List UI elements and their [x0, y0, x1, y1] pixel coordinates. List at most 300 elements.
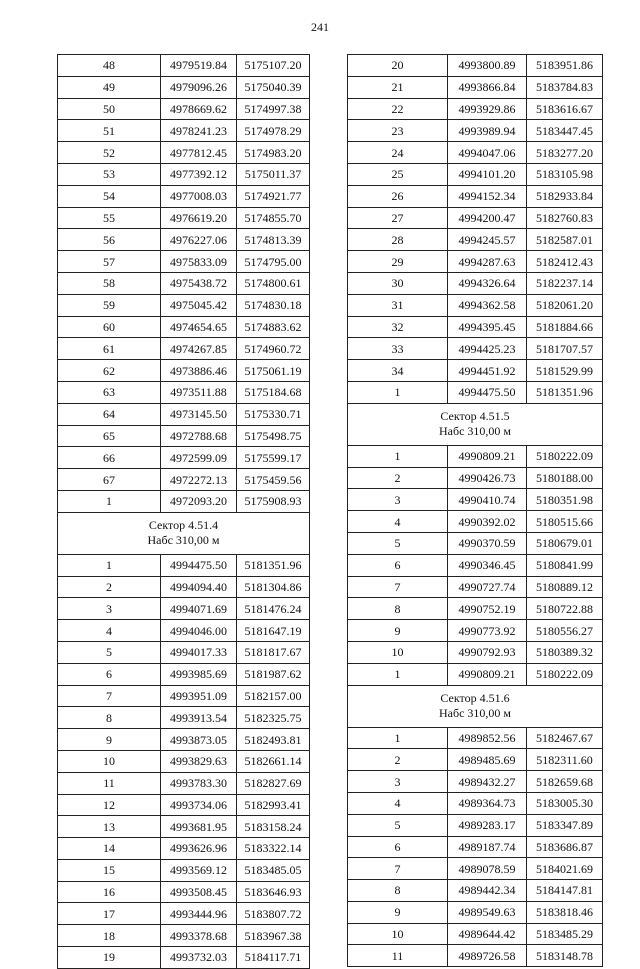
table-row — [58, 925, 310, 947]
y-coordinate-cell: 5181647.19 — [237, 620, 310, 642]
point-number-cell: 28 — [348, 229, 448, 251]
y-coordinate-cell: 5175599.17 — [237, 447, 310, 469]
y-coordinate-cell: 5184147.81 — [527, 880, 603, 902]
y-coordinate-cell: 5180556.27 — [527, 620, 603, 642]
table-row — [58, 55, 310, 77]
x-coordinate-cell: 4974654.65 — [161, 316, 237, 338]
table-row — [348, 727, 603, 749]
y-coordinate-cell: 5180679.01 — [527, 532, 603, 554]
point-number-cell: 1 — [58, 554, 161, 576]
table-row — [58, 641, 310, 663]
point-number-cell: 25 — [348, 163, 448, 185]
y-coordinate-cell: 5182325.75 — [237, 707, 310, 729]
point-number-cell: 10 — [58, 750, 161, 772]
table-row — [58, 469, 310, 491]
sector-header — [58, 512, 310, 554]
x-coordinate-cell: 4989726.58 — [448, 945, 527, 967]
y-coordinate-cell: 5182760.83 — [527, 207, 603, 229]
y-coordinate-cell: 5181817.67 — [237, 641, 310, 663]
y-coordinate-cell: 5183158.24 — [237, 816, 310, 838]
x-coordinate-cell: 4990370.59 — [448, 532, 527, 554]
point-number-cell: 66 — [58, 447, 161, 469]
point-number-cell: 52 — [58, 142, 161, 164]
table-row — [348, 185, 603, 207]
point-number-cell: 63 — [58, 381, 161, 403]
x-coordinate-cell: 4978241.23 — [161, 120, 237, 142]
point-number-cell: 9 — [58, 729, 161, 751]
point-number-cell: 26 — [348, 185, 448, 207]
point-number-cell: 64 — [58, 403, 161, 425]
table-row — [58, 381, 310, 403]
point-number-cell: 33 — [348, 338, 448, 360]
y-coordinate-cell: 5175107.20 — [237, 55, 310, 77]
point-number-cell: 27 — [348, 207, 448, 229]
x-coordinate-cell: 4994395.45 — [448, 316, 527, 338]
x-coordinate-cell: 4994094.40 — [161, 576, 237, 598]
table-row — [58, 903, 310, 925]
point-number-cell: 49 — [58, 76, 161, 98]
y-coordinate-cell: 5183485.29 — [527, 923, 603, 945]
x-coordinate-cell: 4990773.92 — [448, 620, 527, 642]
y-coordinate-cell: 5182993.41 — [237, 794, 310, 816]
table-row — [348, 532, 603, 554]
y-coordinate-cell: 5183447.45 — [527, 120, 603, 142]
table-row — [348, 445, 603, 467]
x-coordinate-cell: 4976619.20 — [161, 207, 237, 229]
x-coordinate-cell: 4994451.92 — [448, 360, 527, 382]
sector-header-row — [348, 685, 603, 727]
table-row — [58, 620, 310, 642]
table-row — [348, 576, 603, 598]
point-number-cell: 2 — [348, 749, 448, 771]
y-coordinate-cell: 5180841.99 — [527, 554, 603, 576]
y-coordinate-cell: 5184117.71 — [237, 947, 310, 969]
y-coordinate-cell: 5174978.29 — [237, 120, 310, 142]
x-coordinate-cell: 4989442.34 — [448, 880, 527, 902]
table-row — [58, 859, 310, 881]
left-coordinate-table — [57, 54, 310, 969]
table-row — [58, 598, 310, 620]
y-coordinate-cell: 5182311.60 — [527, 749, 603, 771]
x-coordinate-cell: 4994362.58 — [448, 294, 527, 316]
y-coordinate-cell: 5183807.72 — [237, 903, 310, 925]
point-number-cell: 60 — [58, 316, 161, 338]
x-coordinate-cell: 4989187.74 — [448, 836, 527, 858]
y-coordinate-cell: 5183347.89 — [527, 814, 603, 836]
table-row — [58, 490, 310, 512]
point-number-cell: 22 — [348, 98, 448, 120]
point-number-cell: 29 — [348, 251, 448, 273]
y-coordinate-cell: 5183686.87 — [527, 836, 603, 858]
table-row — [348, 749, 603, 771]
y-coordinate-cell: 5180889.12 — [527, 576, 603, 598]
point-number-cell: 3 — [348, 489, 448, 511]
table-row — [348, 467, 603, 489]
point-number-cell: 4 — [58, 620, 161, 642]
x-coordinate-cell: 4989852.56 — [448, 727, 527, 749]
page-number: 241 — [311, 20, 329, 34]
point-number-cell: 62 — [58, 360, 161, 382]
point-number-cell: 24 — [348, 142, 448, 164]
point-number-cell: 17 — [58, 903, 161, 925]
point-number-cell: 23 — [348, 120, 448, 142]
x-coordinate-cell: 4975833.09 — [161, 251, 237, 273]
table-row — [58, 207, 310, 229]
y-coordinate-cell: 5175011.37 — [237, 163, 310, 185]
table-row — [58, 229, 310, 251]
point-number-cell: 2 — [58, 576, 161, 598]
point-number-cell: 67 — [58, 469, 161, 491]
x-coordinate-cell: 4990809.21 — [448, 663, 527, 685]
x-coordinate-cell: 4975045.42 — [161, 294, 237, 316]
x-coordinate-cell: 4976227.06 — [161, 229, 237, 251]
y-coordinate-cell: 5181884.66 — [527, 316, 603, 338]
y-coordinate-cell: 5174921.77 — [237, 185, 310, 207]
point-number-cell: 2 — [348, 467, 448, 489]
x-coordinate-cell: 4993626.96 — [161, 838, 237, 860]
table-row — [58, 447, 310, 469]
x-coordinate-cell: 4994047.06 — [448, 142, 527, 164]
right-coordinate-table — [347, 54, 603, 967]
x-coordinate-cell: 4994017.33 — [161, 641, 237, 663]
table-row — [348, 251, 603, 273]
x-coordinate-cell: 4993929.86 — [448, 98, 527, 120]
point-number-cell: 7 — [348, 576, 448, 598]
x-coordinate-cell: 4993800.89 — [448, 55, 527, 77]
x-coordinate-cell: 4994152.34 — [448, 185, 527, 207]
sector-header — [348, 403, 603, 445]
y-coordinate-cell: 5184021.69 — [527, 858, 603, 880]
sector-title: Сектор 4.51.6 — [440, 691, 510, 706]
sector-height: Набс 310,00 м — [438, 706, 512, 721]
table-row — [58, 750, 310, 772]
point-number-cell: 1 — [348, 727, 448, 749]
x-coordinate-cell: 4979096.26 — [161, 76, 237, 98]
point-number-cell: 50 — [58, 98, 161, 120]
table-row — [348, 489, 603, 511]
x-coordinate-cell: 4994326.64 — [448, 272, 527, 294]
y-coordinate-cell: 5174997.38 — [237, 98, 310, 120]
table-row — [348, 641, 603, 663]
point-number-cell: 3 — [348, 771, 448, 793]
y-coordinate-cell: 5180722.88 — [527, 598, 603, 620]
point-number-cell: 1 — [58, 490, 161, 512]
point-number-cell: 1 — [348, 445, 448, 467]
table-row — [58, 316, 310, 338]
table-row — [348, 620, 603, 642]
x-coordinate-cell: 4994071.69 — [161, 598, 237, 620]
table-row — [348, 294, 603, 316]
x-coordinate-cell: 4975438.72 — [161, 272, 237, 294]
point-number-cell: 13 — [58, 816, 161, 838]
table-row — [58, 947, 310, 969]
x-coordinate-cell: 4972788.68 — [161, 425, 237, 447]
point-number-cell: 5 — [348, 814, 448, 836]
y-coordinate-cell: 5174983.20 — [237, 142, 310, 164]
table-row — [348, 76, 603, 98]
point-number-cell: 57 — [58, 251, 161, 273]
point-number-cell: 5 — [58, 641, 161, 663]
y-coordinate-cell: 5175184.68 — [237, 381, 310, 403]
point-number-cell: 65 — [58, 425, 161, 447]
y-coordinate-cell: 5183277.20 — [527, 142, 603, 164]
right-table-body — [348, 55, 603, 967]
x-coordinate-cell: 4993866.84 — [448, 76, 527, 98]
y-coordinate-cell: 5180188.00 — [527, 467, 603, 489]
point-number-cell: 51 — [58, 120, 161, 142]
x-coordinate-cell: 4977392.12 — [161, 163, 237, 185]
table-row — [58, 163, 310, 185]
sector-header — [348, 685, 603, 727]
table-row — [58, 707, 310, 729]
x-coordinate-cell: 4993829.63 — [161, 750, 237, 772]
point-number-cell: 31 — [348, 294, 448, 316]
point-number-cell: 7 — [348, 858, 448, 880]
table-row — [348, 814, 603, 836]
table-row — [58, 663, 310, 685]
y-coordinate-cell: 5182237.14 — [527, 272, 603, 294]
y-coordinate-cell: 5181987.62 — [237, 663, 310, 685]
table-row — [348, 901, 603, 923]
table-row — [348, 945, 603, 967]
y-coordinate-cell: 5183784.83 — [527, 76, 603, 98]
table-row — [348, 316, 603, 338]
table-row — [348, 771, 603, 793]
y-coordinate-cell: 5183967.38 — [237, 925, 310, 947]
y-coordinate-cell: 5181351.96 — [527, 381, 603, 403]
y-coordinate-cell: 5180222.09 — [527, 445, 603, 467]
y-coordinate-cell: 5182827.69 — [237, 772, 310, 794]
point-number-cell: 48 — [58, 55, 161, 77]
x-coordinate-cell: 4989549.63 — [448, 901, 527, 923]
y-coordinate-cell: 5175061.19 — [237, 360, 310, 382]
table-row — [348, 923, 603, 945]
point-number-cell: 20 — [348, 55, 448, 77]
y-coordinate-cell: 5180389.32 — [527, 641, 603, 663]
table-row — [58, 294, 310, 316]
x-coordinate-cell: 4993732.03 — [161, 947, 237, 969]
point-number-cell: 56 — [58, 229, 161, 251]
table-row — [58, 816, 310, 838]
point-number-cell: 18 — [58, 925, 161, 947]
table-row — [348, 142, 603, 164]
table-row — [58, 554, 310, 576]
sector-title: Сектор 4.51.5 — [440, 409, 510, 424]
x-coordinate-cell: 4994475.50 — [448, 381, 527, 403]
x-coordinate-cell: 4989644.42 — [448, 923, 527, 945]
x-coordinate-cell: 4993951.09 — [161, 685, 237, 707]
x-coordinate-cell: 4994475.50 — [161, 554, 237, 576]
sector-height: Набс 310,00 м — [438, 424, 512, 439]
table-row — [58, 772, 310, 794]
table-row — [58, 685, 310, 707]
point-number-cell: 53 — [58, 163, 161, 185]
point-number-cell: 6 — [348, 836, 448, 858]
point-number-cell: 6 — [348, 554, 448, 576]
y-coordinate-cell: 5182061.20 — [527, 294, 603, 316]
point-number-cell: 54 — [58, 185, 161, 207]
point-number-cell: 11 — [348, 945, 448, 967]
x-coordinate-cell: 4972093.20 — [161, 490, 237, 512]
x-coordinate-cell: 4972599.09 — [161, 447, 237, 469]
table-row — [58, 403, 310, 425]
point-number-cell: 1 — [348, 663, 448, 685]
point-number-cell: 34 — [348, 360, 448, 382]
table-row — [348, 381, 603, 403]
x-coordinate-cell: 4990727.74 — [448, 576, 527, 598]
x-coordinate-cell: 4993783.30 — [161, 772, 237, 794]
point-number-cell: 6 — [58, 663, 161, 685]
y-coordinate-cell: 5181351.96 — [237, 554, 310, 576]
y-coordinate-cell: 5180222.09 — [527, 663, 603, 685]
sector-height: Набс 310,00 м — [147, 533, 220, 548]
y-coordinate-cell: 5174813.39 — [237, 229, 310, 251]
sector-header-row — [58, 512, 310, 554]
table-row — [58, 338, 310, 360]
table-row — [348, 554, 603, 576]
x-coordinate-cell: 4989485.69 — [448, 749, 527, 771]
y-coordinate-cell: 5183951.86 — [527, 55, 603, 77]
point-number-cell: 19 — [58, 947, 161, 969]
table-row — [348, 663, 603, 685]
x-coordinate-cell: 4994046.00 — [161, 620, 237, 642]
x-coordinate-cell: 4993913.54 — [161, 707, 237, 729]
table-row — [58, 729, 310, 751]
y-coordinate-cell: 5183818.46 — [527, 901, 603, 923]
x-coordinate-cell: 4990426.73 — [448, 467, 527, 489]
point-number-cell: 16 — [58, 881, 161, 903]
x-coordinate-cell: 4994425.23 — [448, 338, 527, 360]
x-coordinate-cell: 4972272.13 — [161, 469, 237, 491]
table-row — [348, 163, 603, 185]
y-coordinate-cell: 5175330.71 — [237, 403, 310, 425]
table-row — [58, 120, 310, 142]
x-coordinate-cell: 4993681.95 — [161, 816, 237, 838]
x-coordinate-cell: 4979519.84 — [161, 55, 237, 77]
x-coordinate-cell: 4993985.69 — [161, 663, 237, 685]
x-coordinate-cell: 4993508.45 — [161, 881, 237, 903]
table-row — [58, 142, 310, 164]
table-row — [58, 794, 310, 816]
table-row — [58, 838, 310, 860]
y-coordinate-cell: 5174855.70 — [237, 207, 310, 229]
x-coordinate-cell: 4993873.05 — [161, 729, 237, 751]
y-coordinate-cell: 5180351.98 — [527, 489, 603, 511]
point-number-cell: 21 — [348, 76, 448, 98]
table-row — [58, 251, 310, 273]
x-coordinate-cell: 4993989.94 — [448, 120, 527, 142]
x-coordinate-cell: 4993444.96 — [161, 903, 237, 925]
y-coordinate-cell: 5182661.14 — [237, 750, 310, 772]
y-coordinate-cell: 5183148.78 — [527, 945, 603, 967]
x-coordinate-cell: 4990809.21 — [448, 445, 527, 467]
y-coordinate-cell: 5182933.84 — [527, 185, 603, 207]
x-coordinate-cell: 4990792.93 — [448, 641, 527, 663]
point-number-cell: 9 — [348, 620, 448, 642]
y-coordinate-cell: 5175908.93 — [237, 490, 310, 512]
y-coordinate-cell: 5174795.00 — [237, 251, 310, 273]
x-coordinate-cell: 4989078.59 — [448, 858, 527, 880]
table-row — [348, 792, 603, 814]
point-number-cell: 4 — [348, 511, 448, 533]
table-row — [348, 98, 603, 120]
x-coordinate-cell: 4973145.50 — [161, 403, 237, 425]
y-coordinate-cell: 5175498.75 — [237, 425, 310, 447]
y-coordinate-cell: 5175040.39 — [237, 76, 310, 98]
x-coordinate-cell: 4973886.46 — [161, 360, 237, 382]
table-row — [348, 338, 603, 360]
table-row — [348, 55, 603, 77]
sector-title: Сектор 4.51.4 — [148, 518, 219, 533]
x-coordinate-cell: 4977008.03 — [161, 185, 237, 207]
y-coordinate-cell: 5182157.00 — [237, 685, 310, 707]
table-row — [348, 880, 603, 902]
table-row — [348, 120, 603, 142]
sector-header-row — [348, 403, 603, 445]
point-number-cell: 58 — [58, 272, 161, 294]
x-coordinate-cell: 4989283.17 — [448, 814, 527, 836]
x-coordinate-cell: 4990392.02 — [448, 511, 527, 533]
y-coordinate-cell: 5181476.24 — [237, 598, 310, 620]
point-number-cell: 10 — [348, 923, 448, 945]
point-number-cell: 8 — [58, 707, 161, 729]
y-coordinate-cell: 5183322.14 — [237, 838, 310, 860]
point-number-cell: 15 — [58, 859, 161, 881]
x-coordinate-cell: 4994287.63 — [448, 251, 527, 273]
table-row — [58, 576, 310, 598]
x-coordinate-cell: 4993569.12 — [161, 859, 237, 881]
table-row — [348, 858, 603, 880]
point-number-cell: 30 — [348, 272, 448, 294]
table-row — [58, 360, 310, 382]
y-coordinate-cell: 5174800.61 — [237, 272, 310, 294]
y-coordinate-cell: 5183646.93 — [237, 881, 310, 903]
point-number-cell: 8 — [348, 598, 448, 620]
x-coordinate-cell: 4978669.62 — [161, 98, 237, 120]
table-row — [58, 425, 310, 447]
point-number-cell: 9 — [348, 901, 448, 923]
point-number-cell: 59 — [58, 294, 161, 316]
y-coordinate-cell: 5182493.81 — [237, 729, 310, 751]
y-coordinate-cell: 5182659.68 — [527, 771, 603, 793]
y-coordinate-cell: 5181529.99 — [527, 360, 603, 382]
y-coordinate-cell: 5174830.18 — [237, 294, 310, 316]
table-row — [348, 511, 603, 533]
table-row — [58, 185, 310, 207]
y-coordinate-cell: 5174960.72 — [237, 338, 310, 360]
y-coordinate-cell: 5183485.05 — [237, 859, 310, 881]
table-row — [58, 272, 310, 294]
x-coordinate-cell: 4990410.74 — [448, 489, 527, 511]
point-number-cell: 8 — [348, 880, 448, 902]
point-number-cell: 12 — [58, 794, 161, 816]
x-coordinate-cell: 4977812.45 — [161, 142, 237, 164]
x-coordinate-cell: 4993734.06 — [161, 794, 237, 816]
y-coordinate-cell: 5183005.30 — [527, 792, 603, 814]
point-number-cell: 61 — [58, 338, 161, 360]
x-coordinate-cell: 4994101.20 — [448, 163, 527, 185]
table-row — [348, 272, 603, 294]
y-coordinate-cell: 5182412.43 — [527, 251, 603, 273]
point-number-cell: 5 — [348, 532, 448, 554]
y-coordinate-cell: 5183616.67 — [527, 98, 603, 120]
table-row — [348, 598, 603, 620]
y-coordinate-cell: 5181304.86 — [237, 576, 310, 598]
table-row — [348, 360, 603, 382]
table-row — [348, 207, 603, 229]
y-coordinate-cell: 5174883.62 — [237, 316, 310, 338]
table-row — [348, 836, 603, 858]
